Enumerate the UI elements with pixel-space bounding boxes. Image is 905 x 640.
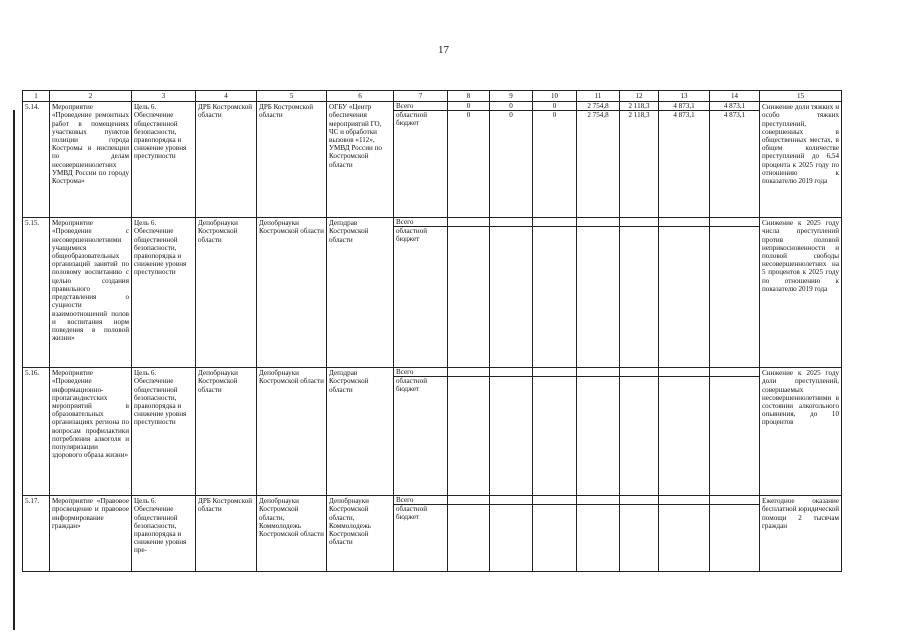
funding-total-label: Всего — [394, 102, 447, 111]
participant-cell: Депздрав Костромской области — [327, 368, 394, 496]
value-cell — [620, 368, 659, 496]
value-cell — [490, 368, 533, 496]
funding-budget-label: областной бюджет — [396, 505, 428, 522]
header-cell: 7 — [394, 91, 448, 102]
value-budget: 4 873,1 — [673, 111, 695, 120]
header-cell: 12 — [620, 91, 659, 102]
header-cell: 9 — [490, 91, 533, 102]
value-cell — [533, 368, 577, 496]
value-cell — [577, 368, 620, 496]
value-divider — [659, 218, 709, 227]
value-divider — [620, 496, 658, 505]
value-total: 0 — [533, 102, 576, 111]
header-cell: 4 — [196, 91, 257, 102]
executor-cell: Депобрнауки Костромской области, Коммолодежь Костромской области — [257, 496, 327, 572]
value-cell — [620, 102, 659, 218]
header-cell: 8 — [448, 91, 490, 102]
participant-cell: ОГБУ «Центр обеспечения мероприятий ГО, ЧС и обработки вызовов «112», УМВД России по Костромской области — [327, 102, 394, 218]
executor-cell: ДРБ Костромской области — [257, 102, 327, 218]
program-table — [22, 90, 842, 572]
value-total: 0 — [448, 102, 489, 111]
page-number: 17 — [438, 44, 449, 56]
result-cell: Снижение к 2025 году числа преступлений против половой неприкосновенности и половой свободы несовершеннолетних на 5 процентов к 2025 году по отношению к показателю 2019 года — [760, 218, 842, 368]
value-divider — [577, 218, 619, 227]
value-total: 4 873,1 — [710, 102, 759, 111]
executor-cell: Депобрнауки Костромской области — [257, 368, 327, 496]
value-cell — [659, 102, 710, 218]
value-cell — [620, 496, 659, 572]
goal-cell: Цель 6. Обеспечение общественной безопасности, правопорядка и снижение уровня преступности — [132, 102, 196, 218]
value-divider — [490, 496, 532, 505]
value-divider — [490, 368, 532, 377]
value-total: 2 754,8 — [577, 102, 619, 111]
participant-cell: Депобрнауки Костромской области, Коммолодежь Костромской области — [327, 496, 394, 572]
value-cell — [533, 218, 577, 368]
row-number: 5.16. — [23, 368, 50, 496]
table-row — [23, 496, 842, 572]
value-cell — [448, 368, 490, 496]
header-cell: 14 — [710, 91, 760, 102]
value-cell — [620, 218, 659, 368]
value-cell — [577, 102, 620, 218]
header-cell: 6 — [327, 91, 394, 102]
responsible-cell: ДРБ Костромской области — [196, 496, 257, 572]
event-cell: Мероприятие «Проведение ремонтных работ в помещениях участковых пунктов полиции города Костромы и инспекции по делам несовершеннолетних УМВД России по городу Кострома» — [50, 102, 132, 218]
funding-budget-label: областной бюджет — [396, 377, 428, 394]
value-cell — [448, 102, 490, 218]
value-divider — [448, 368, 489, 377]
value-cell — [710, 496, 760, 572]
row-number: 5.14. — [23, 102, 50, 218]
value-cell — [710, 102, 760, 218]
value-divider — [659, 496, 709, 505]
row-number: 5.17. — [23, 496, 50, 572]
value-cell — [659, 496, 710, 572]
value-budget: 0 — [552, 111, 557, 120]
responsible-cell: Депобрнауки Костромской области — [196, 218, 257, 368]
value-cell — [710, 218, 760, 368]
table-row — [23, 368, 842, 496]
event-cell: Мероприятие «Проведение информационно-пропагандистских мероприятий в образовательных организациях региона по вопросам профилактики потребления алкоголя и популяризации здорового образа жизни» — [50, 368, 132, 496]
value-budget: 0 — [466, 111, 471, 120]
value-divider — [710, 368, 759, 377]
executor-cell: Депобрнауки Костромской области — [257, 218, 327, 368]
funding-total-label: Всего — [394, 368, 447, 377]
value-divider — [577, 368, 619, 377]
goal-cell: Цель 6. Обеспечение общественной безопасности, правопорядка и снижение уровня преступности — [132, 218, 196, 368]
value-budget: 0 — [509, 111, 513, 120]
value-cell — [577, 496, 620, 572]
row-number: 5.15. — [23, 218, 50, 368]
value-cell — [533, 496, 577, 572]
value-cell — [490, 218, 533, 368]
funding-budget-label: областной бюджет — [396, 227, 428, 244]
responsible-cell: Депобрнауки Костромской области — [196, 368, 257, 496]
result-cell: Снижение доли тяжких и особо тяжких преступлений, совершенных в общественных местах, в общем количестве преступлений до 6,54 процента к 2025 году по отношению к показателю 2019 года — [760, 102, 842, 218]
scan-edge-line — [13, 110, 15, 630]
value-divider — [448, 218, 489, 227]
value-budget: 2 118,3 — [628, 111, 650, 120]
header-row — [23, 91, 842, 102]
value-divider — [533, 368, 576, 377]
funding-source-cell — [394, 102, 448, 218]
value-divider — [620, 368, 658, 377]
value-total: 4 873,1 — [659, 102, 709, 111]
table-row — [23, 102, 842, 218]
result-cell: Ежегодное оказание бесплатной юридической помощи 2 тысячам граждан — [760, 496, 842, 572]
goal-cell: Цель 6. Обеспечение общественной безопасности, правопорядка и снижение уровня пре- — [132, 496, 196, 572]
value-cell — [490, 102, 533, 218]
value-total: 0 — [490, 102, 532, 111]
value-cell — [533, 102, 577, 218]
header-cell: 11 — [577, 91, 620, 102]
value-cell — [448, 218, 490, 368]
goal-cell: Цель 6. Обеспечение общественной безопасности, правопорядка и снижение уровня преступности — [132, 368, 196, 496]
funding-budget-label: областной бюджет — [396, 111, 428, 128]
responsible-cell: ДРБ Костромской области — [196, 102, 257, 218]
header-cell: 15 — [760, 91, 842, 102]
value-divider — [533, 218, 576, 227]
value-cell — [577, 218, 620, 368]
event-cell: Мероприятие «Проведение с несовершеннолетними учащимися общеобразовательных организаций занятий по половому воспитанию с целью создания правильного представления о сущности взаимоотношений полов и воспитания норм поведения в половой жизни» — [50, 218, 132, 368]
value-divider — [710, 496, 759, 505]
value-divider — [710, 218, 759, 227]
participant-cell: Депздрав Костромской области — [327, 218, 394, 368]
header-cell: 1 — [23, 91, 50, 102]
value-divider — [448, 496, 489, 505]
header-cell: 10 — [533, 91, 577, 102]
funding-source-cell — [394, 496, 448, 572]
value-divider — [620, 218, 658, 227]
value-budget: 2 754,8 — [587, 111, 609, 120]
value-cell — [710, 368, 760, 496]
funding-total-label: Всего — [394, 496, 447, 505]
result-cell: Снижение к 2025 году доли преступлений, совершаемых несовершеннолетними в состоянии алкогольного опьянения, до 10 процентов — [760, 368, 842, 496]
event-cell: Мероприятие «Правовое просвещение и правовое информирование граждан» — [50, 496, 132, 572]
value-cell — [659, 368, 710, 496]
value-divider — [490, 218, 532, 227]
value-cell — [659, 218, 710, 368]
header-cell: 13 — [659, 91, 710, 102]
value-divider — [659, 368, 709, 377]
value-divider — [533, 496, 576, 505]
header-cell: 5 — [257, 91, 327, 102]
value-total: 2 118,3 — [620, 102, 658, 111]
value-divider — [577, 496, 619, 505]
header-cell: 2 — [50, 91, 132, 102]
table-row — [23, 218, 842, 368]
value-cell — [448, 496, 490, 572]
value-cell — [490, 496, 533, 572]
funding-source-cell — [394, 368, 448, 496]
funding-total-label: Всего — [394, 218, 447, 227]
value-budget: 4 873,1 — [723, 111, 746, 120]
header-cell: 3 — [132, 91, 196, 102]
funding-source-cell — [394, 218, 448, 368]
